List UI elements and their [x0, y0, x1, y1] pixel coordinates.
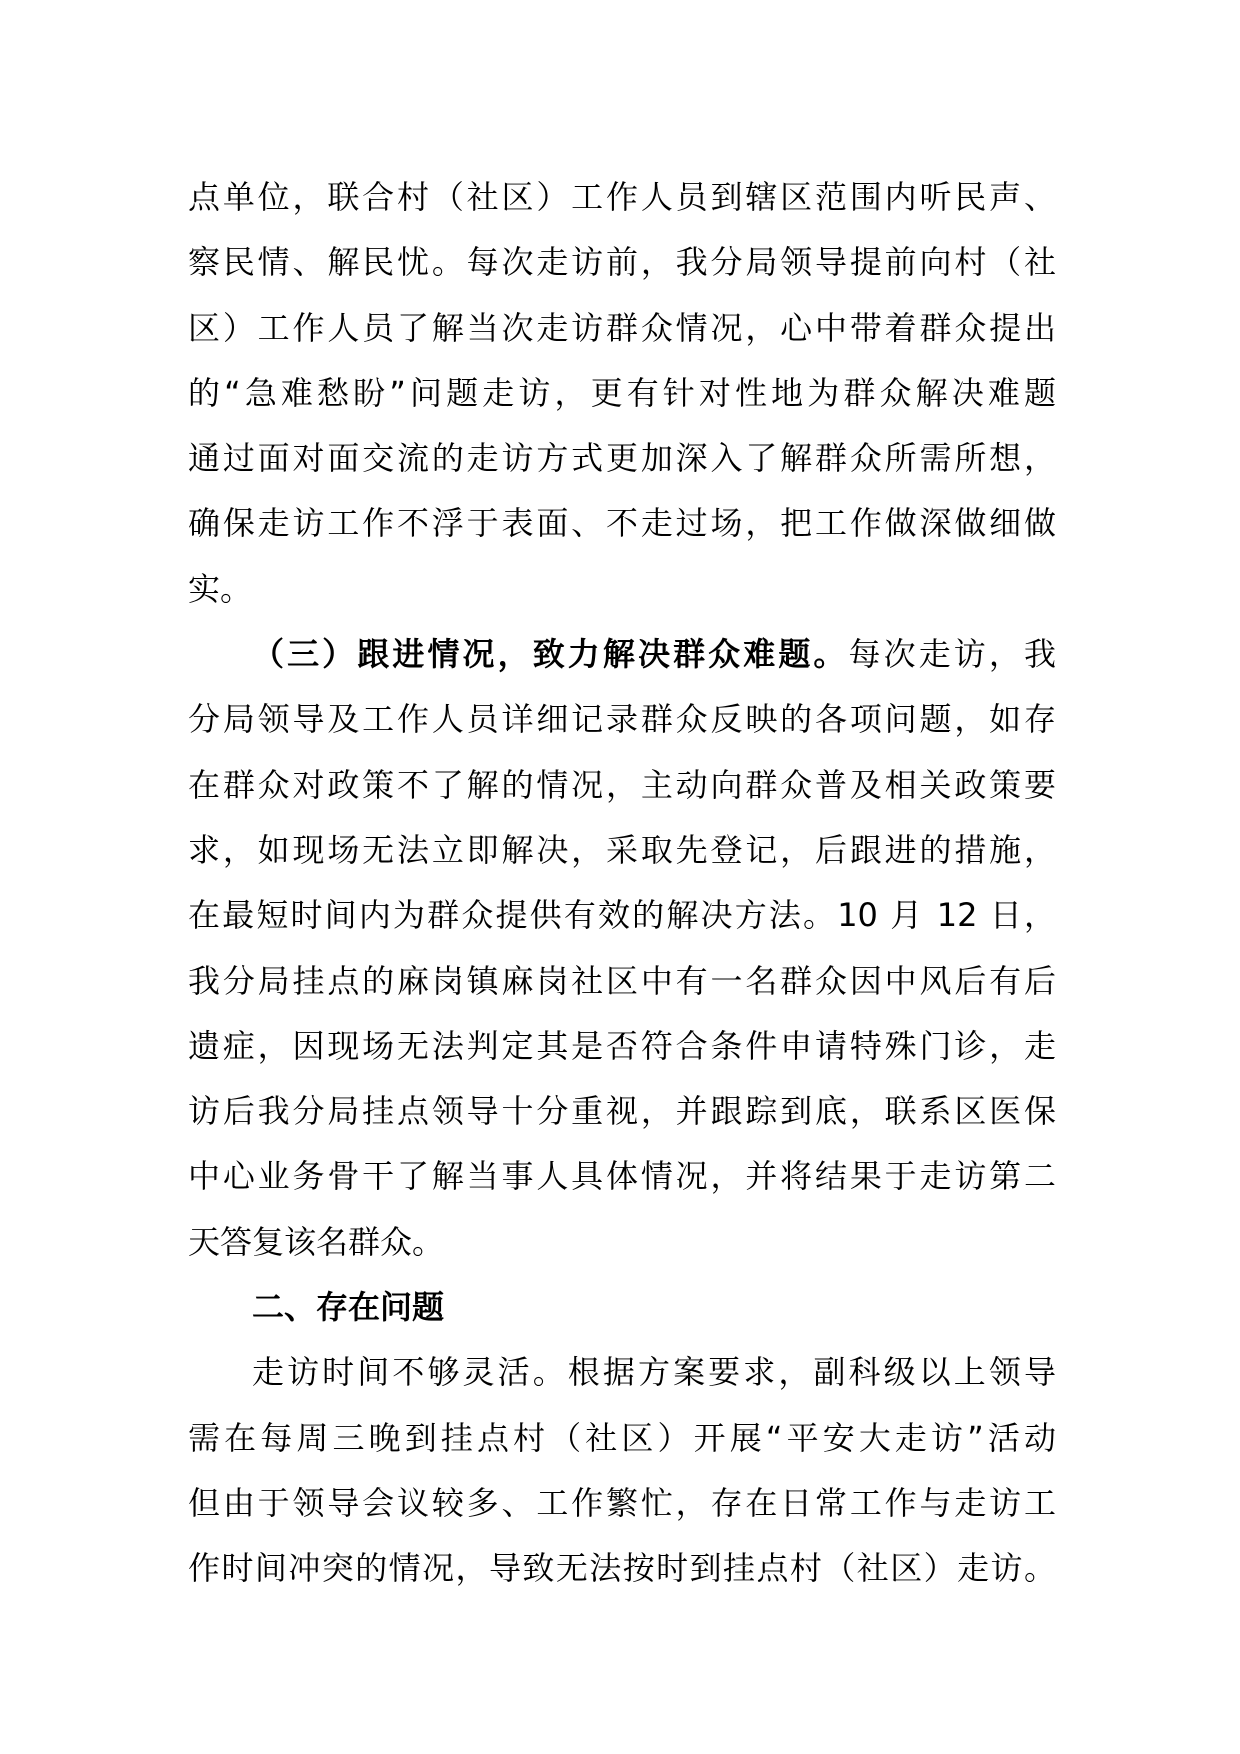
paragraph-1: [188, 165, 1056, 622]
text-line: 作时间冲突的情况，导致无法按时到挂点村（社区）走访。: [188, 1549, 1056, 1588]
text-line: 通过面对面交流的走访方式更加深入了解群众所需所想，: [188, 439, 1056, 478]
section-heading: 二、存在问题: [252, 1288, 445, 1327]
text-line: 确保走访工作不浮于表面、不走过场，把工作做深做细做: [188, 504, 1056, 543]
text-line: 区）工作人员了解当次走访群众情况，心中带着群众提出: [188, 308, 1056, 347]
paragraph-text: 每次走访，我: [848, 635, 1056, 674]
text-line: 点单位，联合村（社区）工作人员到辖区范围内听民声、: [188, 178, 1056, 216]
text-line: 察民情、解民忧。每次走访前，我分局领导提前向村（社: [188, 243, 1056, 282]
document-page: [188, 165, 1056, 1602]
text-line: 在群众对政策不了解的情况，主动向群众普及相关政策要: [188, 765, 1056, 804]
text-line: 访后我分局挂点领导十分重视，并跟踪到底，联系区医保: [188, 1092, 1056, 1131]
section-heading: （三）跟进情况，致力解决群众难题。: [252, 635, 849, 674]
text-line: 中心业务骨干了解当事人具体情况，并将结果于走访第二: [188, 1157, 1056, 1196]
text-line: 的“急难愁盼”问题走访，更有针对性地为群众解决难题: [188, 373, 1056, 412]
text-line: 求，如现场无法立即解决，采取先登记，后跟进的措施，: [188, 830, 1056, 869]
text-line: 走访时间不够灵活。根据方案要求，副科级以上领导: [252, 1353, 1056, 1392]
text-line: 分局领导及工作人员详细记录群众反映的各项问题，如存: [188, 700, 1056, 739]
text-line: 在最短时间内为群众提供有效的解决方法。10 月 12 日，: [188, 896, 1056, 935]
text-line: 遗症，因现场无法判定其是否符合条件申请特殊门诊，走: [188, 1026, 1056, 1065]
paragraph-4: [188, 1340, 1056, 1601]
text-line: 需在每周三晚到挂点村（社区）开展“平安大走访”活动: [188, 1418, 1056, 1457]
paragraph-2: [188, 622, 1056, 1275]
text-line: 天答复该名群众。: [188, 1222, 445, 1261]
section-2-heading-block: [188, 1275, 1056, 1340]
text-line: 但由于领导会议较多、工作繁忙，存在日常工作与走访工: [188, 1483, 1056, 1522]
text-line: 我分局挂点的麻岗镇麻岗社区中有一名群众因中风后有后: [188, 961, 1056, 1000]
text-line: [188, 622, 1056, 687]
text-line: 实。: [188, 569, 253, 608]
